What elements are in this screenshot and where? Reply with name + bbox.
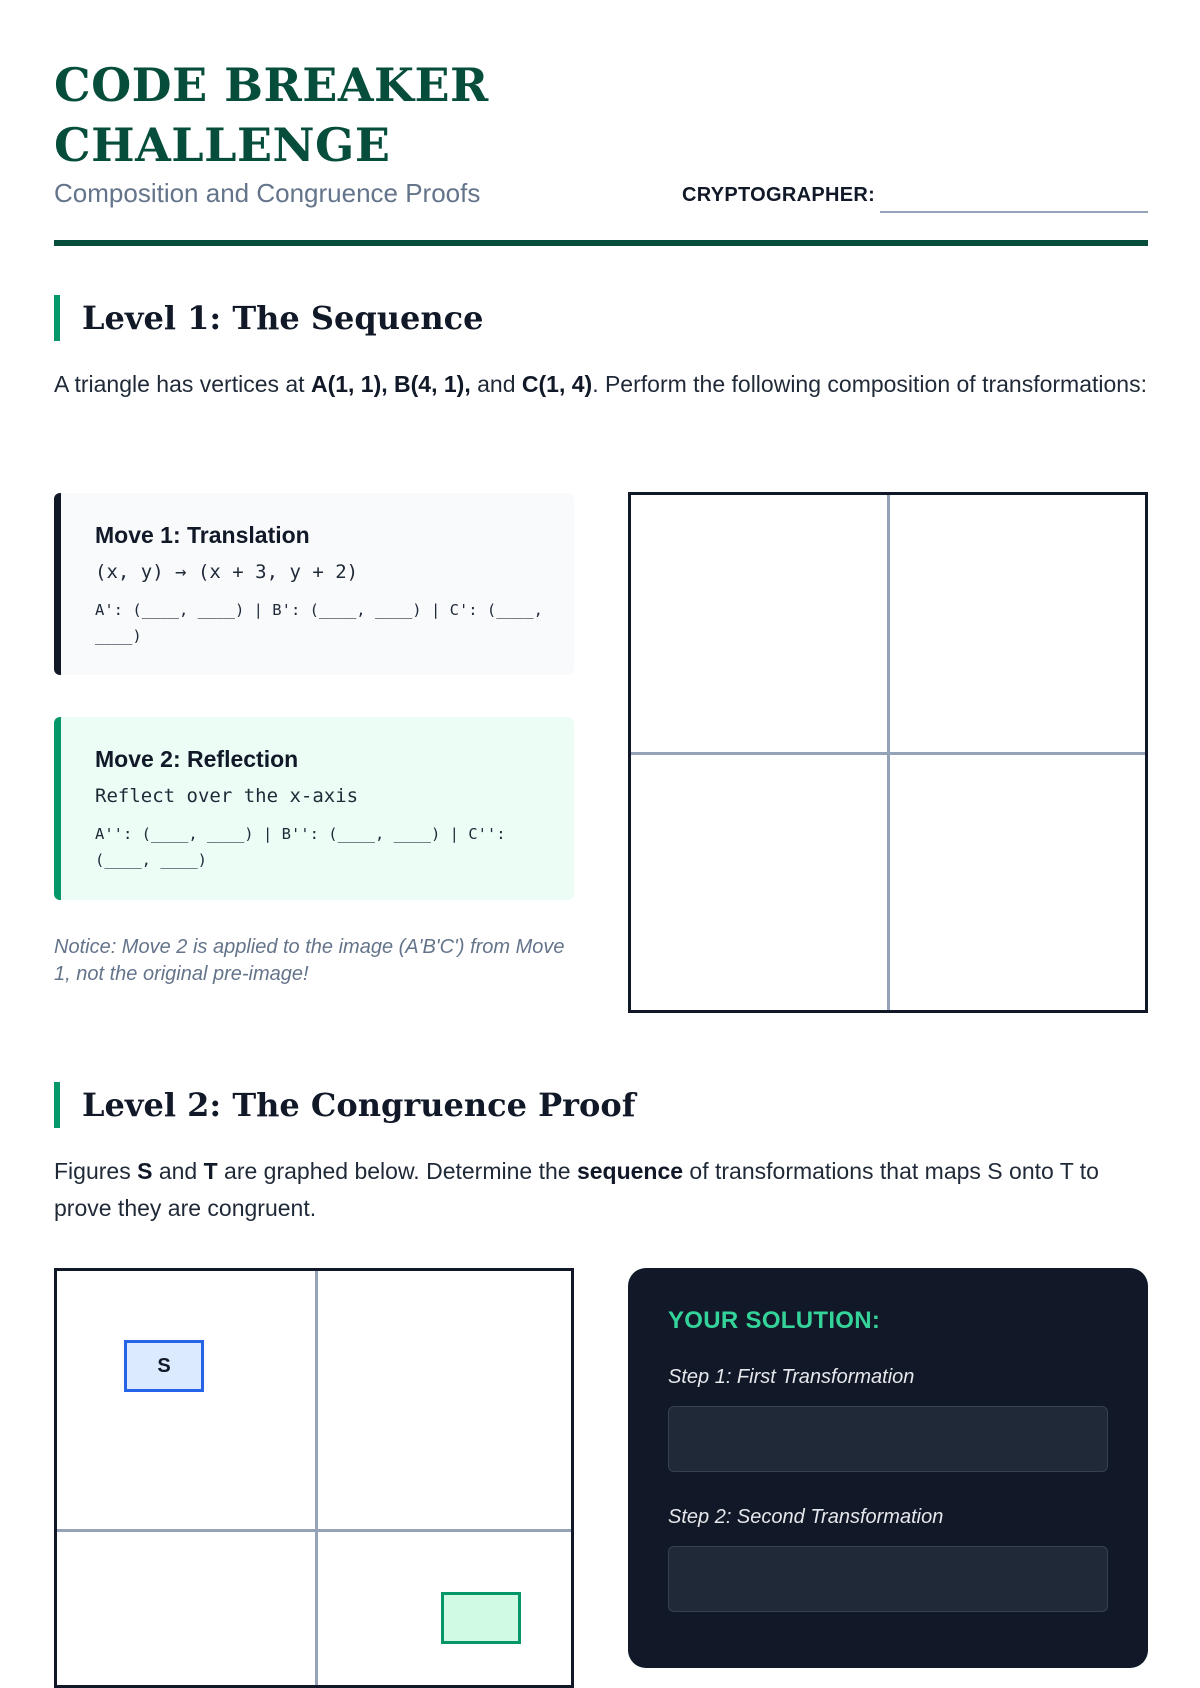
level2-intro: Figures S and T are graphed below. Determine the sequence of transformations that maps S onto T to prove they are congruent. [54, 1158, 1099, 1221]
solution-panel [628, 1268, 1148, 1668]
cryptographer-label: CRYPTOGRAPHER: [682, 184, 876, 206]
move2-answer-blanks[interactable]: A'': (____, ____) | B'': (____, ____) | C'': (____, ____) [95, 825, 506, 869]
level1-coordinate-grid[interactable] [628, 492, 1148, 1013]
page-subtitle: Composition and Congruence Proofs [54, 178, 481, 208]
figure-s [124, 1340, 204, 1392]
move2-title: Move 2: Reflection [95, 746, 299, 772]
x-axis [631, 752, 1145, 755]
level1-heading: Level 1: The Sequence [54, 295, 483, 341]
move2-card [54, 717, 574, 900]
level2-heading: Level 2: The Congruence Proof [54, 1082, 635, 1128]
move1-card [54, 493, 574, 675]
step1-label: Step 1: First Transformation [668, 1366, 915, 1388]
cryptographer-name-field[interactable] [880, 211, 1148, 213]
step1-input[interactable] [668, 1406, 1108, 1472]
header-divider [54, 240, 1148, 246]
step2-input[interactable] [668, 1546, 1108, 1612]
figure-s-label: S [157, 1354, 171, 1377]
notice-text: Notice: Move 2 is applied to the image (A'B'C') from Move 1, not the original pre-image! [54, 936, 565, 985]
move1-title: Move 1: Translation [95, 522, 310, 548]
level2-coordinate-grid [54, 1268, 574, 1688]
x-axis [57, 1529, 571, 1532]
solution-title: YOUR SOLUTION: [668, 1307, 881, 1334]
move2-rule: Reflect over the x-axis [95, 785, 359, 807]
step2-label: Step 2: Second Transformation [668, 1506, 944, 1528]
move1-answer-blanks[interactable]: A': (____, ____) | B': (____, ____) | C': (____, ____) [95, 601, 543, 645]
worksheet [54, 0, 1148, 1600]
move1-rule: (x, y) → (x + 3, y + 2) [95, 561, 359, 583]
y-axis [315, 1271, 318, 1685]
level1-intro: A triangle has vertices at A(1, 1), B(4, 1), and C(1, 4). Perform the following composition of transformations: [54, 371, 1147, 397]
page-title: CODE BREAKER CHALLENGE [54, 58, 489, 172]
